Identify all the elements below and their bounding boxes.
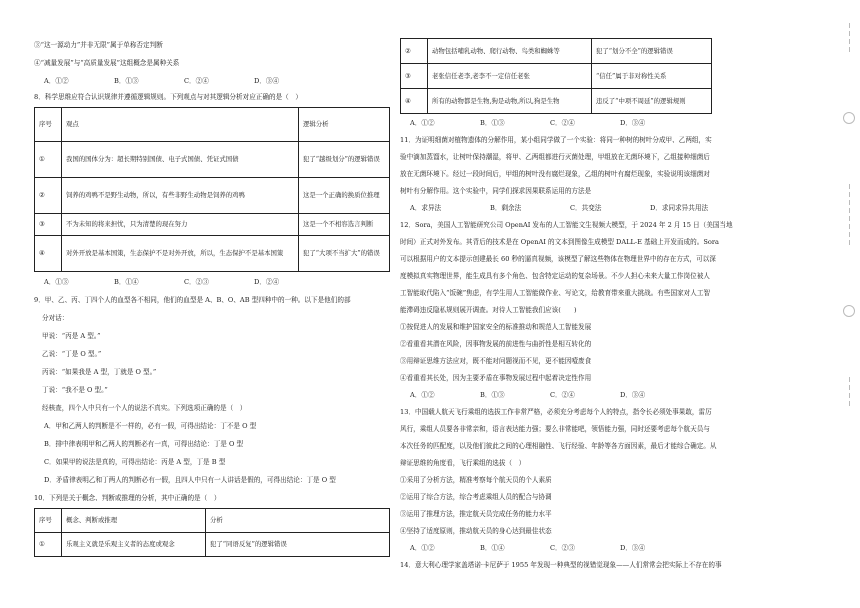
question-13: 辩证思维的角度看，飞行乘组的选拔（ ） bbox=[400, 459, 526, 467]
row-analysis: 犯了“越级划分”的逻辑错误 bbox=[299, 142, 390, 178]
row-view: 对外开放是基本国策，生态保护不是对外开放，所以，生态保护不是基本国策 bbox=[62, 236, 299, 272]
question-12: 时间）正式对外发布。其背后的技术是在 OpenAI 的文本到图像生成模型 DALL-E 基础上开发而成的。Sora bbox=[400, 238, 719, 246]
table-row bbox=[401, 89, 712, 114]
question-14: 14．意大利心理学家盖塔诺·卡尼萨于 1955 年发现一种典型的视错觉现象——人们常常会把实际上不存在的事 bbox=[400, 561, 722, 569]
option-a: A．求异法 bbox=[410, 204, 442, 212]
row-item: 老张信任老李,老李不一定信任老张 bbox=[428, 64, 592, 89]
option-d: D．②④ bbox=[254, 278, 280, 286]
option-a: A．①② bbox=[410, 119, 435, 127]
row-item: 所有的动物都是生物,狗是动物,所以,狗是生物 bbox=[428, 89, 592, 114]
option-c: C．②④ bbox=[550, 391, 575, 399]
row-view: 饲养的鸡鸭不是野生动物，所以，有些非野生动物是饲养的鸡鸭 bbox=[62, 178, 299, 214]
answer-options bbox=[400, 390, 775, 401]
row-index: ② bbox=[401, 39, 428, 64]
row-index: ④ bbox=[401, 89, 428, 114]
option-a: A．①② bbox=[44, 77, 69, 85]
option-d: D．矛盾律表明乙和丁两人的判断必有一假，且四人中只有一人讲话是假的，可得出结论：丁是 O 型 bbox=[44, 476, 336, 484]
option-c: C．②④ bbox=[184, 77, 209, 85]
statement-line: ②运用了综合方法，综合考虑乘组人员的配合与协调 bbox=[400, 493, 552, 501]
statement-line: ④坚持了适度原则，推动航天员的身心达到最佳状态 bbox=[400, 527, 552, 535]
row-index: ④ bbox=[35, 236, 62, 272]
statement-line: ③运用了推理方法，推定航天员完成任务的能力水平 bbox=[400, 510, 552, 518]
header-cell: 概念、判断或推理 bbox=[62, 509, 206, 533]
option-d: D．求同求异共用法 bbox=[650, 204, 709, 212]
header-cell: 分析 bbox=[206, 509, 390, 533]
option-c: C．②③ bbox=[550, 544, 575, 552]
question-10: 10．下列是关于概念、判断或推理的分析，其中正确的是（ ） bbox=[34, 494, 221, 502]
question-12: 可以根据用户的文本提示创建最长 60 秒的逼真视频，该模型了解这些物体在物理世界中的存在方式，可以深 bbox=[400, 255, 716, 263]
answer-options bbox=[400, 118, 775, 129]
option-b: B．①③ bbox=[480, 119, 505, 127]
table-q10-cont bbox=[400, 38, 712, 114]
option-b: B．排中律表明甲和乙两人的判断必有一真，可得出结论：丁是 O 型 bbox=[44, 440, 244, 448]
table-row bbox=[35, 142, 390, 178]
dialogue-line: 乙说：“丁是 O 型。” bbox=[42, 350, 102, 358]
row-view: 不为未知的将来担忧，只为清楚的现在努力 bbox=[62, 214, 299, 236]
row-analysis: 这是一个正确的换质位推理 bbox=[299, 178, 390, 214]
row-item: 动物包括哺乳动物、爬行动物、鸟类和蜘蛛等 bbox=[428, 39, 592, 64]
option-b: B．①④ bbox=[480, 544, 505, 552]
table-row bbox=[401, 39, 712, 64]
option-c: C．②③ bbox=[184, 278, 209, 286]
option-b: B．剩余法 bbox=[490, 204, 522, 212]
table-row bbox=[35, 214, 390, 236]
option-b: B．①③ bbox=[480, 391, 505, 399]
statement-line: ②看重看其潜在风险，因事物发展的前进性与曲折性是相互转化的 bbox=[400, 340, 592, 348]
question-12: 能滞碍违反隐私规则展开调查。对待人工智能我们应该( ) bbox=[400, 306, 577, 314]
question-9: 9．甲、乙、丙、丁四个人的血型各不相同，他们的血型是 A、B、O、AB 型四种中的一种。以下是他们的部 bbox=[34, 296, 351, 304]
statement-line: ④看重看其长处，因为主要矛盾在事物发展过程中起着决定性作用 bbox=[400, 374, 592, 382]
question-13: 13．中国载人航天飞行乘组的选拔工作非常严格，必须充分考虑每个人的特点，指令长必须处事果敢，雷厉 bbox=[400, 408, 712, 416]
option-b: B．①③ bbox=[114, 77, 139, 85]
question-8: 8．科学思维应符合认识规律并遵循逻辑规则。下列观点与对其逻辑分析对应正确的是（ ） bbox=[34, 93, 302, 101]
question-11: 放在无菌环境下。经过一段时间后，甲组的树叶没有腐烂现象，乙组的树叶有腐烂现象，实验说明该细菌对 bbox=[400, 170, 710, 178]
dialogue-line: 甲说：“丙是 A 型。” bbox=[42, 332, 101, 340]
option-c: C．如果甲的说法是真的，可得出结论：丙是 A 型，丁是 B 型 bbox=[44, 458, 226, 466]
dialogue-line: 丙说：“如果我是 A 型，丁就是 O 型。” bbox=[42, 368, 157, 376]
answer-options bbox=[34, 277, 390, 288]
left-column bbox=[34, 0, 390, 557]
option-line: ④“减量发展”与“高质量发展”这组概念是属种关系 bbox=[34, 59, 180, 67]
right-column bbox=[400, 0, 775, 571]
option-d: D．③④ bbox=[620, 119, 646, 127]
option-d: D．③④ bbox=[254, 77, 280, 85]
row-index: ③ bbox=[401, 64, 428, 89]
question-9-cont: 分对话： bbox=[42, 314, 69, 322]
table-header bbox=[35, 108, 390, 142]
table-row bbox=[401, 64, 712, 89]
option-d: D．③④ bbox=[620, 391, 646, 399]
answer-options bbox=[400, 203, 775, 214]
row-analysis: 犯了“大项不当扩大”的错误 bbox=[299, 236, 390, 272]
option-d: D．③④ bbox=[620, 544, 646, 552]
header-cell: 观点 bbox=[62, 108, 299, 142]
binding-hole bbox=[843, 112, 855, 124]
row-index: ③ bbox=[35, 214, 62, 236]
option-c: C．共变法 bbox=[570, 204, 602, 212]
header-cell: 序号 bbox=[35, 509, 62, 533]
row-analysis: 这是一个不相容选言判断 bbox=[299, 214, 390, 236]
question-13: 本次任务的匹配度，以及他们彼此之间的心理相融性、飞行经验、年龄等各方面因素，最后才能综合确定。从 bbox=[400, 442, 717, 450]
table-header bbox=[35, 509, 390, 533]
row-index: ① bbox=[35, 533, 62, 557]
answer-options bbox=[34, 76, 390, 87]
row-analysis: 违反了“中项不周延”的逻辑规则 bbox=[592, 89, 712, 114]
row-analysis: 犯了“划分不全”的逻辑错误 bbox=[592, 39, 712, 64]
table-q8 bbox=[34, 107, 390, 272]
table-row bbox=[35, 178, 390, 214]
question-11: 11．为证明细菌对植物遗体的分解作用，某小组同学做了一个实验：将同一种树的树叶分成甲、乙两组，实 bbox=[400, 136, 712, 144]
header-cell: 逻辑分析 bbox=[299, 108, 390, 142]
binding-margin bbox=[842, 20, 856, 409]
row-index: ① bbox=[35, 142, 62, 178]
row-index: ② bbox=[35, 178, 62, 214]
table-row bbox=[35, 236, 390, 272]
question-11: 树叶有分解作用。这个实验中，同学们探求因果联系运用的方法是 bbox=[400, 187, 592, 195]
row-analysis: 犯了“同语反复”的逻辑错误 bbox=[206, 533, 390, 557]
binding-hole bbox=[843, 305, 855, 317]
option-a: A．①③ bbox=[44, 278, 69, 286]
row-item: 乐观主义就是乐观主义者的态度或观念 bbox=[62, 533, 206, 557]
option-c: C．②④ bbox=[550, 119, 575, 127]
statement-line: ③用辩证思维方法应对，既不能对问题视而不见，更不能因噎废食 bbox=[400, 357, 592, 365]
dialogue-line: 丁说：“我不是 O 型。” bbox=[42, 386, 108, 394]
question-12: 工智能取代陷入“饭碗”焦虑，有学生用人工智能做作业、写论文，给教育带来重大挑战。有些国家对人工智 bbox=[400, 289, 711, 297]
option-a: A．甲和乙两人的判断是不一样的，必有一假，可得出结论：丁不是 O 型 bbox=[44, 422, 257, 430]
question-13: 风行，乘组人员要各非常亲和，语言表达能力强；要么非常能吧，领悟能力强，同时还要考虑每个航天员与 bbox=[400, 425, 710, 433]
row-view: 我国的国体分为：超长期特别国债、电子式国债、凭证式国债 bbox=[62, 142, 299, 178]
question-9-condition: 经核查，四个人中只有一个人的说法不真实。下列选项正确的是（ ） bbox=[42, 404, 247, 412]
table-q10 bbox=[34, 508, 390, 557]
option-line: ③“这一源动力”并非无限”属于单称否定判断 bbox=[34, 41, 163, 49]
statement-line: ①按促进人的发展和维护国家安全的标准推动和规范人工智能发展 bbox=[400, 323, 592, 331]
statement-line: ①采用了分析方法，精准考察每个航天员的个人素质 bbox=[400, 476, 552, 484]
answer-options bbox=[400, 543, 775, 554]
question-12: 度模拟真实物理世界，能生成具有多个角色、包含特定运动的复杂场景。不少人担心未来大量工作岗位被人 bbox=[400, 272, 710, 280]
option-a: A．①② bbox=[410, 391, 435, 399]
table-row bbox=[35, 533, 390, 557]
question-11: 验中滴加蒸馏水，让树叶保持潮湿，将甲、乙两组都进行灭菌处理，甲组放在无菌环境下，乙组接种细菌后 bbox=[400, 153, 710, 161]
header-cell: 序号 bbox=[35, 108, 62, 142]
option-b: B．①④ bbox=[114, 278, 139, 286]
question-12: 12．Sora，美国人工智能研究公司 OpenAI 发布的人工智能文生视频大模型，于 2024 年 2 月 15 日（美国当地 bbox=[400, 221, 733, 229]
row-analysis: “信任”属于非对称性关系 bbox=[592, 64, 712, 89]
option-a: A．①② bbox=[410, 544, 435, 552]
